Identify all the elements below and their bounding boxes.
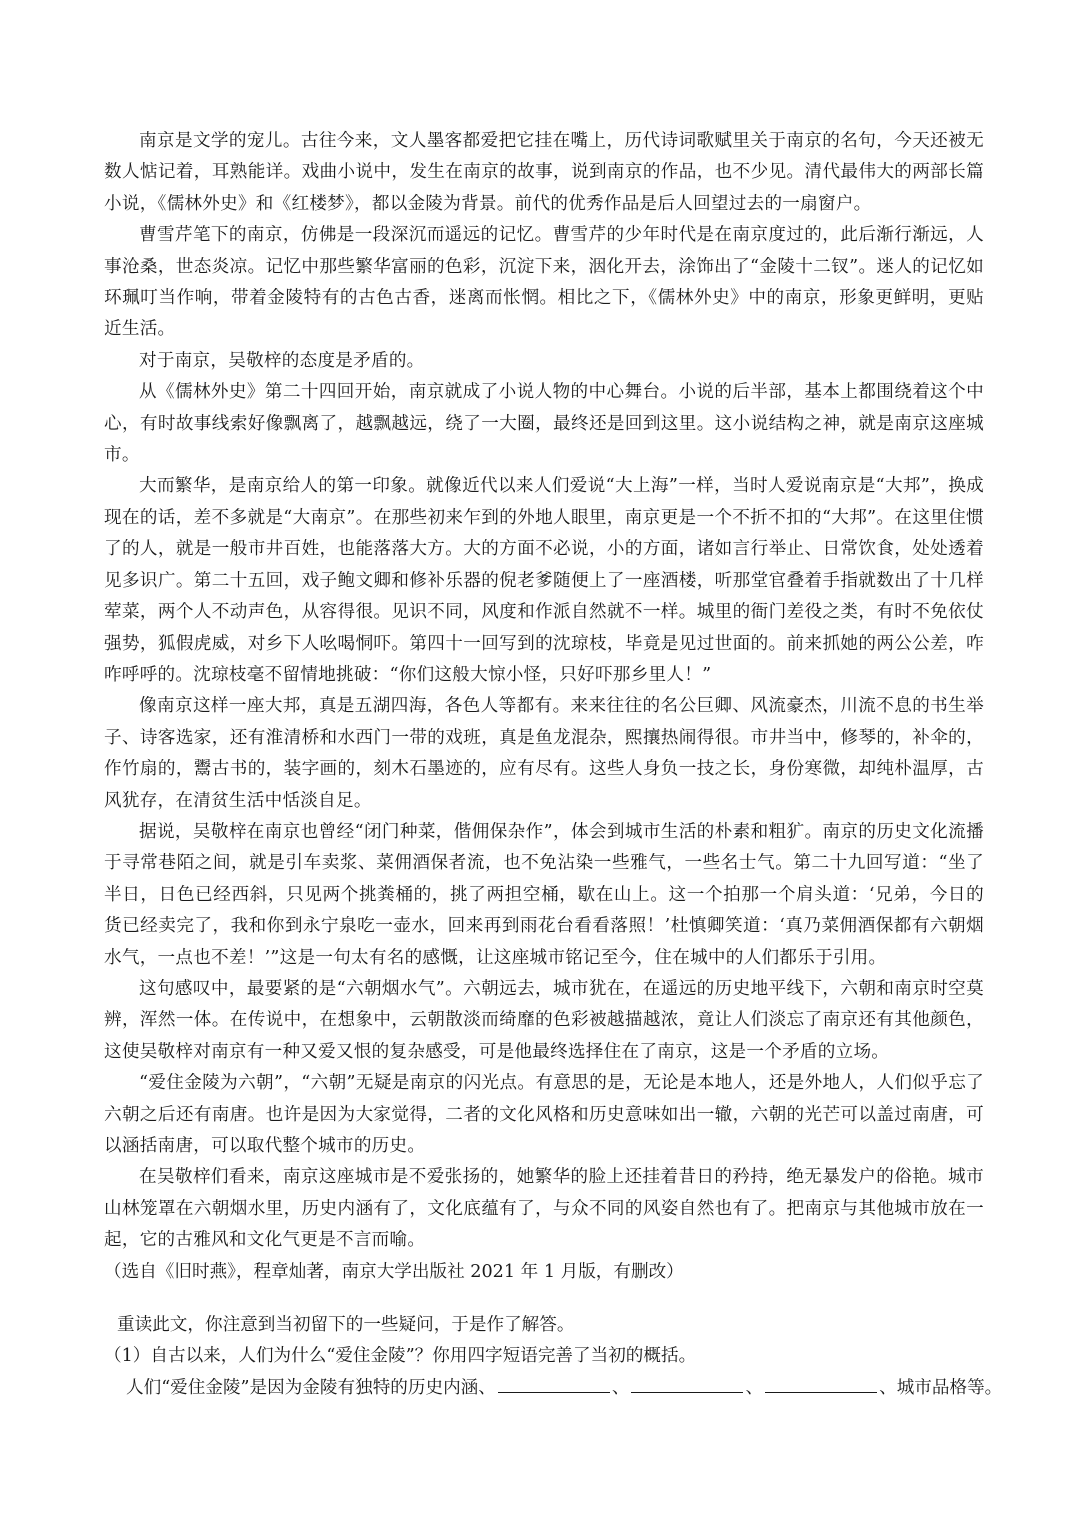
answer-suffix: 、城市品格等。 [879,1377,1003,1398]
answer-line [104,1373,1003,1404]
question-section [104,1310,1003,1404]
answer-separator-2: 、 [745,1377,764,1398]
answer-separator-1: 、 [611,1377,630,1398]
answer-prefix: 人们“爱住金陵”是因为金陵有独特的历史内涵、 [126,1377,496,1398]
article-paragraph-9: “爱住金陵为六朝”，“六朝”无疑是南京的闪光点。有意思的是，无论是本地人，还是外地人，人们似乎忘了六朝之后还有南唐。也许是因为大家觉得，二者的文化风格和历史意味如出一辙，六朝的光芒可以盖过南唐，可以涵括南唐，可以取代整个城市的历史。 [104,1073,984,1156]
article-source: （选自《旧时燕》，程章灿著，南京大学出版社 2021 年 1 月版，有删改） [104,1261,684,1282]
article-paragraph-2: 曹雪芹笔下的南京，仿佛是一段深沉而遥远的记忆。曹雪芹的少年时代是在南京度过的，此后渐行渐远，人事沧桑，世态炎凉。记忆中那些繁华富丽的色彩，沉淀下来，洇化开去，涂饰出了“金陵十二钗”。迷人的记忆如环珮叮当作响，带着金陵特有的古色古香，迷离而怅惘。相比之下，《儒林外史》中的南京，形象更鲜明，更贴近生活。 [104,225,984,340]
article-paragraph-8: 这句感叹中，最要紧的是“六朝烟水气”。六朝远去，城市犹在，在遥远的历史地平线下，六朝和南京时空莫辨，浑然一体。在传说中，在想象中，云朝散淡而绮靡的色彩被越描越浓，竟让人们淡忘了南京还有其他颜色，这使吴敬梓对南京有一种又爱又恨的复杂感受，可是他最终选择住在了南京，这是一个矛盾的立场。 [104,978,984,1062]
answer-blank-2[interactable] [631,1374,743,1393]
document-page [104,126,1003,1404]
answer-blank-1[interactable] [498,1374,610,1393]
article-paragraph-10: 在吴敬梓们看来，南京这座城市是不爱张扬的，她繁华的脸上还挂着昔日的矜持，绝无暴发户的俗艳。城市山林笼罩在六朝烟水里，历史内涵有了，文化底蕴有了，与众不同的风姿自然也有了。把南京与其他城市放在一起，它的古雅风和文化气更是不言而喻。 [104,1167,984,1251]
article-paragraph-5: 大而繁华，是南京给人的第一印象。就像近代以来人们爱说“大上海”一样，当时人爱说南京是“大邦”，换成现在的话，差不多就是“大南京”。在那些初来乍到的外地人眼里，南京更是一个不折不扣的“大邦”。在这里住惯了的人，就是一般市井百姓，也能落落大方。大的方面不必说，小的方面，诸如言行举止、日常饮食，处处透着见多识广。第二十五回，戏子鲍文卿和修补乐器的倪老爹随便上了一座酒楼，听那堂官叠着手指就数出了十几样荤菜，两个人不动声色，从容得很。见识不同，风度和作派自然就不一样。城里的衙门差役之类，有时不免依仗强势，狐假虎威，对乡下人吆喝恫吓。第四十一回写到的沈琼枝，毕竟是见过世面的。前来抓她的两公公差，咋咋呼呼的。沈琼枝毫不留情地挑破：“你们这般大惊小怪，只好吓那乡里人！” [104,476,984,685]
article-paragraph-7: 据说，吴敬梓在南京也曾经“闭门种菜，偕佣保杂作”，体会到城市生活的朴素和粗犷。南京的历史文化流播于寻常巷陌之间，就是引车卖浆、菜佣酒保者流，也不免沾染一些雅气，一些名士气。第二十九回写道：“坐了半日，日色已经西斜，只见两个挑粪桶的，挑了两担空桶，歇在山上。这一个拍那一个肩头道：‘兄弟，今日的货已经卖完了，我和你到永宁泉吃一壶水，回来再到雨花台看看落照！’杜慎卿笑道：‘真乃菜佣酒保都有六朝烟水气，一点也不差！’”这是一句太有名的感慨，让这座城市铭记至今，住在城中的人们都乐于引用。 [104,821,984,968]
article-paragraph-3: 对于南京，吴敬梓的态度是矛盾的。 [139,350,425,371]
article-paragraph-6: 像南京这样一座大邦，真是五湖四海，各色人等都有。来来往往的名公巨卿、风流豪杰，川流不息的书生举子、诗客选家，还有淮清桥和水西门一带的戏班，真是鱼龙混杂，熙攘热闹得很。市井当中，修琴的，补伞的，作竹扇的，鬻古书的，装字画的，刻木石墨迹的，应有尽有。这些人身负一技之长，身份寒微，却纯朴温厚，古风犹存，在清贫生活中恬淡自足。 [104,696,984,811]
section-gap [104,1288,984,1310]
question-intro: 重读此文，你注意到当初留下的一些疑问，于是作了解答。 [117,1315,575,1336]
article-paragraph-4: 从《儒林外史》第二十四回开始，南京就成了小说人物的中心舞台。小说的后半部，基本上都围绕着这个中心，有时故事线索好像飘离了，越飘越远，绕了一大圈，最终还是回到这里。这小说结构之神，就是南京这座城市。 [104,382,984,466]
article-body [104,126,984,1288]
article-paragraph-1: 南京是文学的宠儿。古往今来，文人墨客都爱把它挂在嘴上，历代诗词歌赋里关于南京的名句，今天还被无数人惦记着，耳熟能详。戏曲小说中，发生在南京的故事，说到南京的作品，也不少见。清代最伟大的两部长篇小说，《儒林外史》和《红楼梦》，都以金陵为背景。前代的优秀作品是后人回望过去的一扇窗户。 [104,131,984,214]
question-1: （1）自古以来，人们为什么“爱住金陵”？你用四字短语完善了当初的概括。 [104,1346,697,1367]
answer-blank-3[interactable] [765,1374,877,1393]
